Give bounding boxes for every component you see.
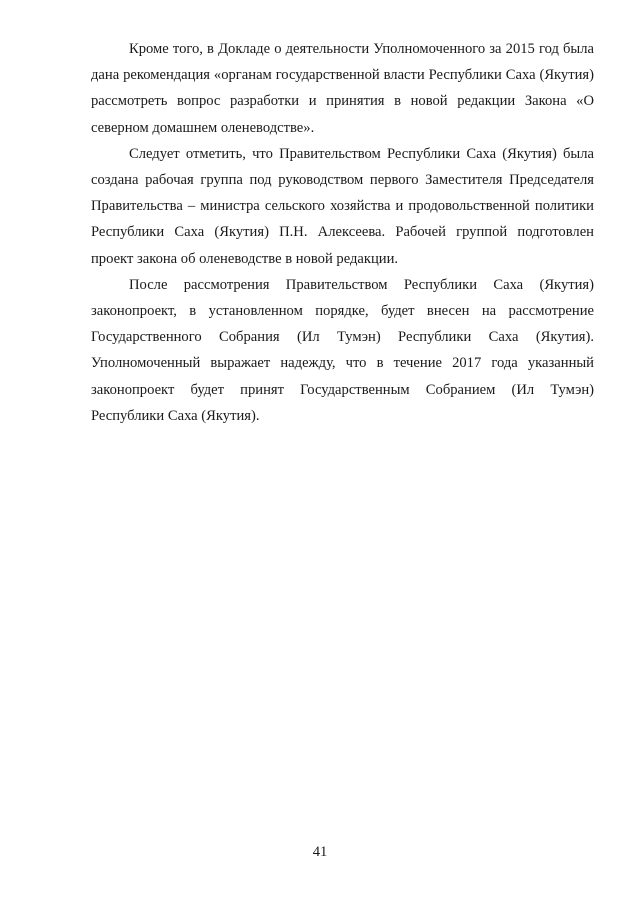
paragraph-working-group: Следует отметить, что Правительством Республики Саха (Якутия) была создана рабочая группа под руководством первого Заместителя Председателя Правительства – министра сельского хозяйства и продовольственной политики Республики Саха (Якутия) П.Н. Алексеева. Рабочей группой подготовлен проект закона об оленеводстве в новой редакции.: [91, 145, 594, 267]
paragraph-recommendation: Кроме того, в Докладе о деятельности Уполномоченного за 2015 год была дана рекомендация «органам государственной власти Республики Саха (Якутия) рассмотреть вопрос разработки и принятия в новой редакции Закона «О северном домашнем оленеводстве».: [91, 41, 594, 136]
page-number: 41: [312, 844, 328, 860]
document-body: [91, 36, 594, 429]
paragraph-draft-law: После рассмотрения Правительством Республики Саха (Якутия) законопроект, в установленном порядке, будет внесен на рассмотрение Государственного Собрания (Ил Тумэн) Республики Саха (Якутия). Уполномоченный выражает надежду, что в течение 2017 года указанный законопроект будет принят Государственным Собранием (Ил Тумэн) Республики Саха (Якутия).: [91, 276, 594, 424]
